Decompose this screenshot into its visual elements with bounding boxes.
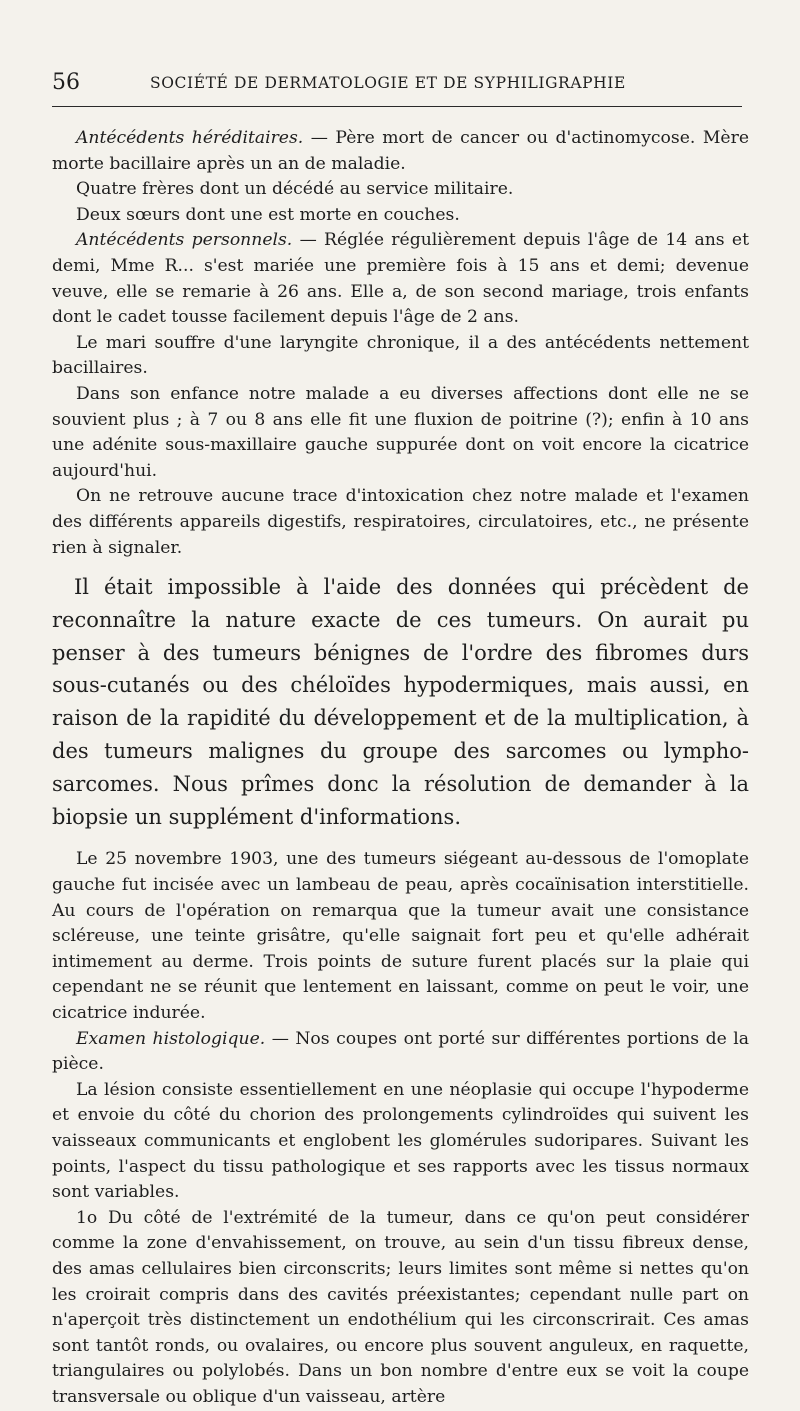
paragraph-text: — Père mort de cancer ou d'actinomycose. Mère morte bacillaire après un an de maladie. bbox=[52, 128, 749, 174]
paragraph bbox=[52, 1206, 749, 1411]
paragraph bbox=[52, 126, 749, 177]
page-header bbox=[52, 66, 742, 100]
paragraph-lead: Antécédents personnels. bbox=[76, 230, 293, 251]
paragraph-text: Dans son enfance notre malade a eu diverses affections dont elle ne se souvient plus ; à 7 ou 8 ans elle fit une fluxion de poitrine (?); enfin à 10 ans une adénite sous-maxillaire gauche suppurée dont on voit encore la cicatrice aujourd'hui. bbox=[52, 383, 749, 481]
paragraph bbox=[52, 484, 749, 561]
paragraph-large: Il était impossible à l'aide des données qui précèdent de reconnaître la nature exacte de ces tumeurs. On aurait pu penser à des tumeurs bénignes de l'ordre des fibromes durs sous-cutanés ou des chéloïdes hypodermiques, mais aussi, en raison de la rapidité du développement et de la multiplication, à des tumeurs malignes du groupe des sarcomes ou lympho-sarcomes. Nous prîmes donc la résolution de demander à la biopsie un supplément d'informations. bbox=[52, 575, 749, 829]
paragraph-text: Le mari souffre d'une laryngite chronique, il a des antécédents nettement bacillaires. bbox=[52, 332, 749, 379]
paragraph-text: Le 25 novembre 1903, une des tumeurs siégeant au-dessous de l'omoplate gauche fut incisée avec un lambeau de peau, après cocaïnisation interstitielle. Au cours de l'opération on remarqua que la tumeur avait une consistance scléreuse, une teinte grisâtre, qu'elle saignait fort peu et qu'elle adhérait intimement au derme. Trois points de suture furent placés sur la plaie qui cependant ne se réunit que lentement en laissant, comme on peut le voir, une cicatrice indurée. bbox=[52, 849, 749, 1024]
paragraph bbox=[52, 847, 749, 1026]
paragraph-text: On ne retrouve aucune trace d'intoxication chez notre malade et l'examen des différents appareils digestifs, respiratoires, circulatoires, etc., ne présente rien à signaler. bbox=[52, 486, 749, 558]
section-history bbox=[52, 126, 749, 561]
paragraph bbox=[52, 382, 749, 484]
page-number: 56 bbox=[52, 70, 80, 95]
paragraph-text: Deux sœurs dont une est morte en couches. bbox=[76, 204, 460, 225]
running-title: SOCIÉTÉ DE DERMATOLOGIE ET DE SYPHILIGRAPHIE bbox=[150, 74, 626, 92]
paragraph-text: — Nos coupes ont porté sur différentes portions de la pièce. bbox=[52, 1028, 749, 1075]
paragraph bbox=[52, 203, 749, 229]
paragraph-text: — Réglée régulièrement depuis l'âge de 14 ans et demi, Mme R... s'est mariée une première fois à 15 ans et demi; devenue veuve, elle se remarie à 26 ans. Elle a, de son second mariage, trois enfants dont le cadet tousse facilement depuis l'âge de 2 ans. bbox=[52, 230, 749, 328]
paragraph-lead: Antécédents héréditaires. bbox=[76, 128, 304, 148]
section-biopsy bbox=[52, 847, 749, 1410]
paragraph bbox=[52, 331, 749, 382]
section-discussion bbox=[52, 571, 749, 833]
text-body bbox=[52, 126, 749, 1411]
paragraph-text: Quatre frères dont un décédé au service militaire. bbox=[76, 179, 514, 200]
paragraph bbox=[52, 177, 749, 203]
paragraph bbox=[52, 228, 749, 330]
header-rule bbox=[52, 106, 742, 107]
paragraph-text: La lésion consiste essentiellement en une néoplasie qui occupe l'hypoderme et envoie du côté du chorion des prolongements cylindroïdes qui suivent les vaisseaux communicants et englobent les glomérules sudoripares. Suivant les points, l'aspect du tissu pathologique et ses rapports avec les tissus normaux sont variables. bbox=[52, 1079, 749, 1203]
paragraph bbox=[52, 1027, 749, 1078]
paragraph-lead: Examen histologique. bbox=[76, 1028, 266, 1049]
paragraph-text: 1o Du côté de l'extrémité de la tumeur, dans ce qu'on peut considérer comme la zone d'envahissement, on trouve, au sein d'un tissu fibreux dense, des amas cellulaires bien circonscrits; leurs limites sont même si nettes qu'on les croirait compris dans des cavités préexistantes; cependant nulle part on n'aperçoit très distinctement un endothélium qui les circonscrirait. Ces amas sont tantôt ronds, ou ovalaires, ou encore plus souvent anguleux, en raquette, triangulaires ou polylobés. Dans un bon nombre d'entre eux se voit la coupe transversale ou oblique d'un vaisseau, artère bbox=[52, 1207, 749, 1407]
paragraph bbox=[52, 1078, 749, 1206]
